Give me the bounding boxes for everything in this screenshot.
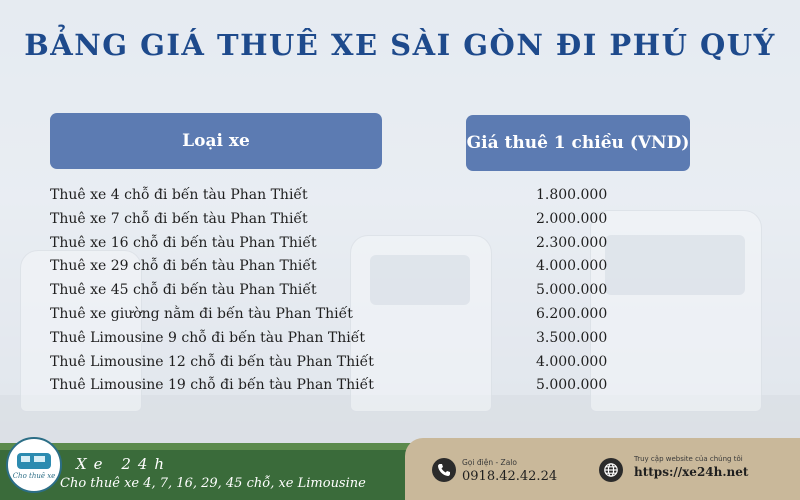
page-title: BẢNG GIÁ THUÊ XE SÀI GÒN ĐI PHÚ QUÝ (24, 28, 776, 62)
price-cell: 2.000.000 (536, 210, 608, 227)
table-row (50, 306, 650, 330)
column-header-price: Giá thuê 1 chiều (VND) (466, 115, 690, 171)
price-cell: 4.000.000 (536, 353, 608, 370)
table-row (50, 282, 650, 306)
brand-tagline: Cho thuê xe 4, 7, 16, 29, 45 chỗ, xe Limousine (60, 476, 366, 491)
table-row (50, 354, 650, 378)
table-row (50, 235, 650, 259)
table-row (50, 330, 650, 354)
price-cell: 4.000.000 (536, 258, 608, 275)
table-row (50, 211, 650, 235)
logo-text: Cho thuê xe (12, 472, 56, 480)
brand-logo (6, 437, 62, 493)
price-cell: 5.000.000 (536, 377, 608, 394)
footer-accent-strip (0, 443, 420, 450)
price-cell: 2.300.000 (536, 234, 608, 251)
vehicle-type-cell: Thuê Limousine 19 chỗ đi bến tàu Phan Thiết (50, 377, 374, 394)
table-row (50, 377, 650, 401)
price-cell: 5.000.000 (536, 282, 608, 299)
phone-label: Gọi điện - Zalo (462, 458, 517, 467)
vehicle-type-cell: Thuê Limousine 12 chỗ đi bến tàu Phan Thiết (50, 353, 374, 370)
website-label: Truy cập website của chúng tôi (634, 455, 743, 463)
vehicle-type-cell: Thuê xe 45 chỗ đi bến tàu Phan Thiết (50, 282, 317, 299)
price-table (50, 187, 650, 401)
website-link[interactable]: https://xe24h.net (634, 465, 749, 479)
phone-number[interactable]: 0918.42.42.24 (462, 469, 558, 484)
brand-name: Xe 24h (76, 455, 172, 473)
table-row (50, 187, 650, 211)
globe-icon (599, 458, 623, 482)
price-cell: 3.500.000 (536, 329, 608, 346)
phone-icon (432, 458, 456, 482)
vehicle-type-cell: Thuê xe 7 chỗ đi bến tàu Phan Thiết (50, 210, 308, 227)
vehicle-type-cell: Thuê xe 4 chỗ đi bến tàu Phan Thiết (50, 187, 308, 203)
table-row (50, 258, 650, 282)
column-header-vehicle-type: Loại xe (50, 113, 382, 169)
footer-brand-panel (0, 450, 420, 500)
vehicle-type-cell: Thuê xe 29 chỗ đi bến tàu Phan Thiết (50, 258, 317, 275)
vehicle-type-cell: Thuê Limousine 9 chỗ đi bến tàu Phan Thiết (50, 329, 365, 346)
price-cell: 1.800.000 (536, 187, 608, 203)
vehicle-type-cell: Thuê xe giường nằm đi bến tàu Phan Thiết (50, 305, 353, 322)
price-cell: 6.200.000 (536, 305, 608, 322)
bus-icon (17, 453, 51, 469)
vehicle-type-cell: Thuê xe 16 chỗ đi bến tàu Phan Thiết (50, 234, 317, 251)
